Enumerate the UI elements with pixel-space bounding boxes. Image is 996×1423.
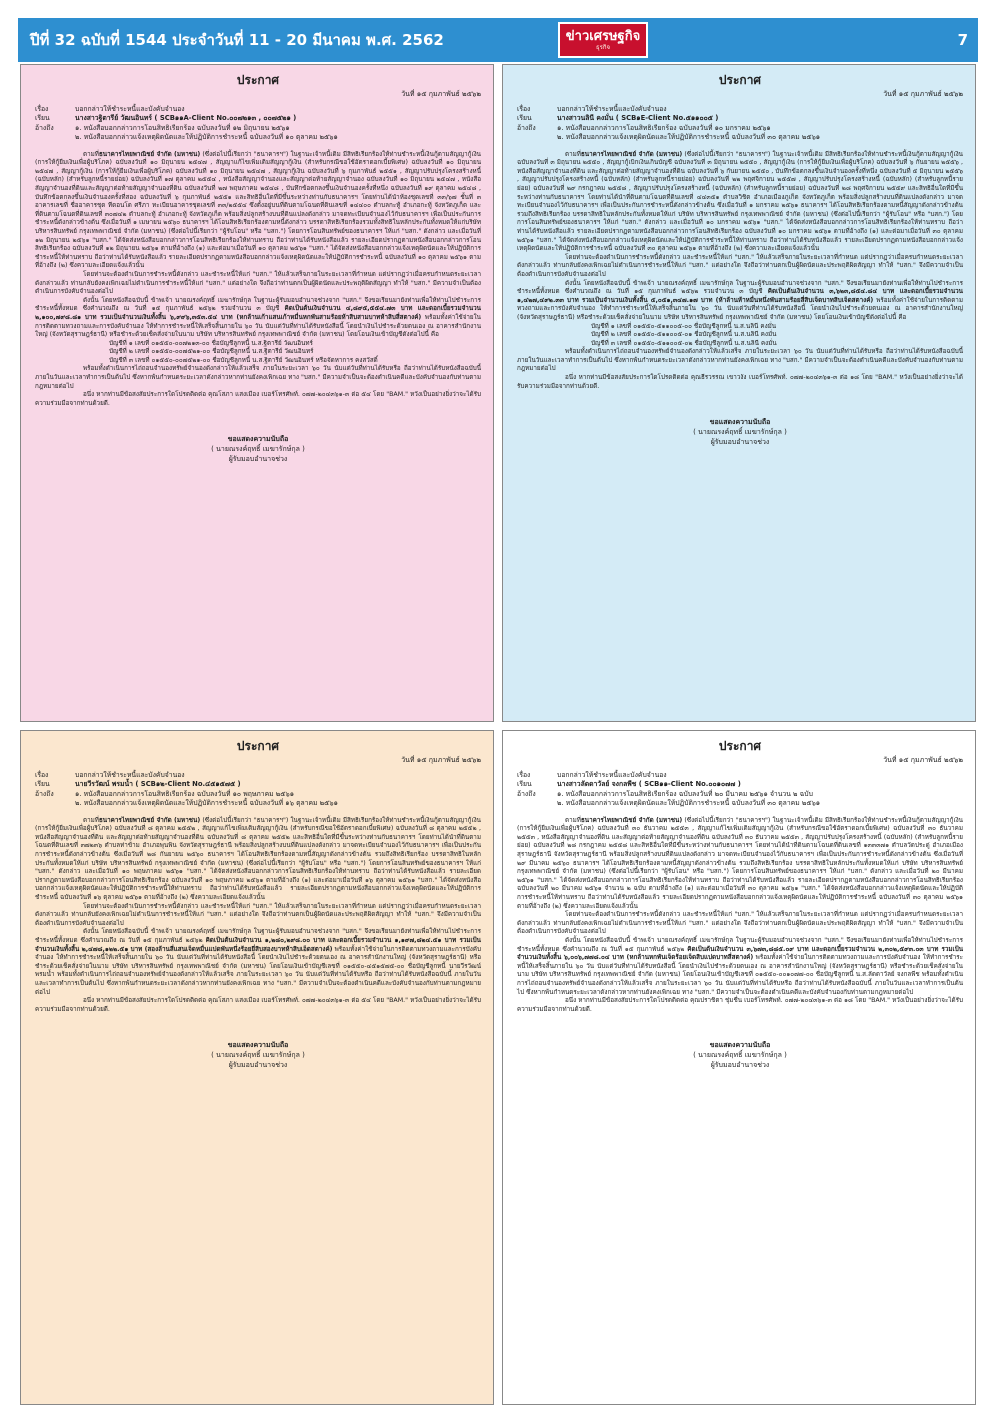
closing-text: ขอแสดงความนับถือ [227, 435, 289, 444]
recipient-label: เรียน [35, 114, 50, 123]
signer-role: ผู้รับมอบอำนาจช่วง [228, 455, 288, 464]
subject-row [35, 771, 481, 780]
reference-row [35, 124, 481, 133]
reference-label: อ้างถึง [517, 123, 536, 132]
account-line: บัญชีที่ ๑ เลขที่ ๐๑๕๕๐-๐๐๗๒๑๓-๐๐ ชื่อบัญชีลูกหนี้ น.ส.ฐิตารีย์ วัฒนอินทร์ [109, 339, 313, 347]
recipient-label: เรียน [35, 780, 50, 789]
body-paragraph-4: พร้อมทั้งดำเนินการไถ่ถอนจำนองทรัพย์จำนองดังกล่าวให้แล้วเสร็จ ภายในระยะเวลา ๖๐ วัน นับแต่วันที่ท่านได้รับหรือ ถือว่าท่านได้รับหนังสือฉบับนี้ ภายในวันและเวลาทำการเป็นต้นไป ซึ่งหากพ้นกำหนดระยะเวลาดังกล่าวหากท่านยังคงเพิกเฉย ทาง "บสก." มีความจำเป็นจะต้องดำเนินคดีและบังคับจำนองกับท่านตามกฎหมายต่อไป [517, 348, 963, 373]
reference-2: ๒. หนังสือบอกกล่าวแจ้งเหตุผิดนัดและให้ปฏิบัติการชำระหนี้ ฉบับลงวันที่ ๓๐ ตุลาคม ๒๕๖๑ [557, 799, 821, 808]
body-paragraph-2: โดยท่านจะต้องดำเนินการชำระหนี้ดังกล่าว และชำระหนี้ให้แก่ "บสก." ให้แล้วเสร็จภายในระยะเวลาที่กำหนด แต่ปรากฏว่าเมื่อครบกำหนดระยะเวลาดังกล่าวแล้ว ท่านกลับยังคงเพิกเฉยไม่ดำเนินการชำระหนี้ให้แก่ "บสก." แต่อย่างใด จึงถือว่าท่านตกเป็นผู้ผิดนัดและประพฤติผิดสัญญา ทำให้ "บสก." มีความจำเป็นต้องดำเนินการบังคับจำนองต่อไป [35, 270, 481, 296]
subject-text: บอกกล่าวให้ชำระหนี้และบังคับจำนอง [557, 771, 667, 779]
signer-name: ( นายณรงค์ฤทธิ์ เมฆารักษ์กุล ) [211, 1051, 305, 1060]
signature-block [517, 417, 963, 447]
logo-subtext: ธุรกิจ [595, 43, 611, 51]
reference-1: ๑. หนังสือบอกกล่าวการโอนสิทธิเรียกร้อง ฉบับลงวันที่ ๑๒ มิถุนายน ๒๕๖๑ [75, 123, 290, 132]
recipient-text: นางสาวนลินี คงมั่น ( SCB๑E-Client No.๕๑๑๐๐๕ ) [557, 114, 719, 123]
recipient-row [517, 780, 963, 789]
notice-2 [502, 64, 976, 722]
body-paragraph-3: ดังนั้น โดยหนังสือฉบับนี้ ข้าพเจ้า นายณรงค์ฤทธิ์ เมฆารักษ์กุล ในฐานะผู้รับมอบอำนาจช่วงจาก "บสก." จึงขอเรียนมายังท่านเพื่อให้ท่านไปชำระการชำระหนี้ทั้งหมด ซึ่งคำนวณถึง ณ วันที่ ๑๕ กุมภาพันธ์ ๒๕๖๒ คิดเป็นต้นเงินจำนวน ๑,๒๘๐,๒๙๘.๐๐ บาท และดอกเบี้ยรวมจำนวน ๑,๑๙๗,๘๒๔.๕๑ บาท รวมเป็นจำนวนเงินทั้งสิ้น ๒,๔๗๘,๑๒๒.๕๑ บาท (สองล้านสี่แสนเจ็ดหมื่นแปดพันหนึ่งร้อยยี่สิบสองบาทห้าสิบเอ็ดสตางค์) พร้อมทั้งค่าใช้จ่ายในการติดตามทวงถามและการบังคับจำนอง ให้ทำการชำระหนี้ให้เสร็จสิ้นภายใน ๖๐ วัน นับแต่วันที่ท่านได้รับหนังสือนี้ โดยนำเงินไปชำระด้วยตนเอง ณ อาคารสำนักงานใหญ่ (จังหวัดสุราษฎร์ธานี) หรือชำระด้วยเช็คสั่งจ่ายในนาม บริษัท บริหารสินทรัพย์ กรุงเทพพาณิชย์ จำกัด (มหาชน) โดยโอนเงินเข้าบัญชีเลขที่ ๐๑๕๕๐-๔๕๑๕๗๕-๐๐ ชื่อบัญชีลูกหนี้ นายวีรวัฒน์ พรมน้ำ พร้อมทั้งดำเนินการไถ่ถอนจำนองทรัพย์จำนองดังกล่าวให้แล้วเสร็จ ภายในระยะเวลา ๖๐ วัน นับแต่วันที่ท่านได้รับหรือ ถือว่าท่านได้รับหนังสือฉบับนี้ ภายในวันและเวลาทำการเป็นต้นไป ซึ่งหากพ้นกำหนดระยะเวลาดังกล่าวหากท่านยังคงเพิกเฉย ทาง "บสก." มีความจำเป็นจะต้องดำเนินคดีและบังคับจำนองกับท่านตามกฎหมายต่อไป [35, 928, 481, 996]
issue-info: ปีที่ 32 ฉบับที่ 1544 ประจำวันที่ 11 - 20 มีนาคม พ.ศ. 2562 [30, 31, 444, 49]
recipient-row [35, 114, 481, 123]
recipient-label: เรียน [517, 114, 532, 123]
subject-text: บอกกล่าวให้ชำระหนี้และบังคับจำนอง [75, 105, 185, 113]
reference-2: ๒. หนังสือบอกกล่าวแจ้งเหตุผิดนัดและให้ปฏิบัติการชำระหนี้ ฉบับลงวันที่ ๑๖ ตุลาคม ๒๕๖๑ [75, 799, 338, 808]
signature-block [35, 1040, 481, 1070]
subject-label: เรื่อง [517, 105, 531, 113]
signer-role: ผู้รับมอบอำนาจช่วง [228, 1061, 288, 1070]
recipient-text: นางสาวลัดดาวัลย์ จงกลพีช ( SCB๑๑-Client No.๐๐๑๐๗๗ ) [557, 780, 741, 789]
body-paragraph-3: ดังนั้น โดยหนังสือฉบับนี้ ข้าพเจ้า นายณรงค์ฤทธิ์ เมฆารักษ์กุล ในฐานะผู้รับมอบอำนาจช่วงจาก "บสก." จึงขอเรียนมายังท่านเพื่อให้ท่านไปชำระการชำระหนี้ทั้งหมด ซึ่งคำนวณถึง ณ วันที่ ๑๕ กุมภาพันธ์ ๒๕๖๒ คิดเป็นต้นเงินจำนวน ๓,๖๗๓,๘๘๕.๐๙ บาท และดอกเบี้ยรวมจำนวน ๒,๓๐๒,๕๙๓.๐๓ บาท รวมเป็นจำนวนเงินทั้งสิ้น ๖,๐๐๖,๗๗๘.๐๔ บาท (หกล้านหกพันเจ็ดร้อยเจ็ดสิบแปดบาทสี่สตางค์) พร้อมทั้งค่าใช้จ่ายในการติดตามทวงถามและการบังคับจำนอง ให้ทำการชำระหนี้ให้เสร็จสิ้นภายใน ๖๐ วัน นับแต่วันที่ท่านได้รับหนังสือนี้ โดยนำเงินไปชำระด้วยตนเอง ณ อาคารสำนักงานใหญ่ (จังหวัดสุราษฎร์ธานี) หรือชำระด้วยเช็คสั่งจ่ายในนาม บริษัท บริหารสินทรัพย์ กรุงเทพพาณิชย์ จำกัด (มหาชน) โดยโอนเงินเข้าบัญชีเลขที่ ๐๑๕๕๐-๐๐๑๐๗๗-๐๐ ชื่อบัญชีลูกหนี้ น.ส.ลัดดาวัลย์ จงกลพีช พร้อมทั้งดำเนินการไถ่ถอนจำนองทรัพย์จำนองดังกล่าวให้แล้วเสร็จ ภายในระยะเวลา ๖๐ วัน นับแต่วันที่ท่านได้รับหรือ ถือว่าท่านได้รับหนังสือฉบับนี้ ภายในวันและเวลาทำการเป็นต้นไป ซึ่งหากพ้นกำหนดระยะเวลาดังกล่าวหากท่านยังคงเพิกเฉย ทาง "บสก." มีความจำเป็นจะต้องดำเนินคดีและบังคับจำนองกับท่านตามกฎหมายต่อไป [517, 936, 963, 996]
notice-title: ประกาศ [236, 739, 280, 753]
body-paragraph-5: อนึ่ง หากท่านมีข้อสงสัยประการใดโปรดติดต่อ คุณธีรวรรณ เขาวงัง เบอร์โทรศัพท์. ๐๗๗-๒๐๔๓๖๑-๓ ต่อ ๑๘ โดย "BAM." หวังเป็นอย่างยิ่งว่าจะได้รับความร่วมมือจากท่านด้วยดี. [517, 374, 963, 390]
signature-block [517, 1040, 963, 1070]
reference-1: ๑. หนังสือบอกกล่าวการโอนสิทธิเรียกร้อง ฉบับลงวันที่ ๑๐ มกราคม ๒๕๖๑ [557, 123, 771, 132]
signer-role: ผู้รับมอบอำนาจช่วง [710, 438, 770, 447]
reference-row-2 [35, 133, 481, 142]
notice-title: ประกาศ [718, 739, 762, 753]
subject-text: บอกกล่าวให้ชำระหนี้และบังคับจำนอง [557, 105, 667, 113]
subject-label: เรื่อง [517, 771, 531, 779]
reference-label: อ้างถึง [35, 123, 54, 132]
recipient-text: นางสาวฐิตารีย์ วัฒนอินทร์ ( SCB๑๑A-Client No.๐๐๗๒๑๓ , ๐๐๗๕๒๑ ) [75, 114, 297, 123]
body-paragraph-4: พร้อมทั้งดำเนินการไถ่ถอนจำนองทรัพย์จำนองดังกล่าวให้แล้วเสร็จ ภายในระยะเวลา ๖๐ วัน นับแต่วันที่ท่านได้รับหรือ ถือว่าท่านได้รับหนังสือฉบับนี้ ภายในวันและเวลาทำการเป็นต้นไป ซึ่งหากพ้นกำหนดระยะเวลาดังกล่าวหากท่านยังคงเพิกเฉย ทาง "บสก." มีความจำเป็นจะต้องดำเนินคดีและบังคับจำนองกับท่านตามกฎหมายต่อไป [35, 365, 481, 390]
signer-name: ( นายณรงค์ฤทธิ์ เมฆารักษ์กุล ) [211, 445, 305, 454]
account-line: บัญชีที่ ๓ เลขที่ ๐๑๕๕๐-๕๑๑๐๐๕-๐๒ ชื่อบัญชีลูกหนี้ น.ส.นลินี คงมั่น [591, 339, 777, 347]
recipient-label: เรียน [517, 780, 532, 789]
notice-date: วันที่ ๑๕ กุมภาพันธ์ ๒๕๖๒ [401, 90, 481, 98]
subject-row [517, 105, 963, 114]
body-paragraph-1: ตามที่ธนาคารไทยพาณิชย์ จำกัด (มหาชน) (ซึ่งต่อไปนี้เรียกว่า "ธนาคารฯ") ในฐานะเจ้าหนี้เดิม มีสิทธิเรียกร้องให้ท่านชำระหนี้เงินกู้ตามสัญญากู้เงิน ฉบับลงวันที่ ๓ มิถุนายน ๒๕๕๐ , สัญญากู้เบิกเงินเกินบัญชี ฉบับลงวันที่ ๓ มิถุนายน ๒๕๕๐ , สัญญากู้เงิน (การให้กู้ยืมเงินเพื่อผู้บริโภค) ฉบับลงวันที่ ๖ กันยายน ๒๕๕๖ , หนังสือสัญญาจำนองที่ดิน และสัญญาต่อท้ายสัญญาจำนองที่ดิน ฉบับลงวันที่ ๖ กันยายน ๒๕๕๐ , บันทึกข้อตกลงขึ้นเงินจำนองครั้งที่หนึ่ง ฉบับลงวันที่ ๕ มิถุนายน ๒๕๕๖ , สัญญาปรับปรุงโครงสร้างหนี้ (ฉบับหลัก) (สำหรับลูกหนี้รายย่อย) ฉบับลงวันที่ ๒๒ พฤศจิกายน ๒๕๕๗ , สัญญาปรับปรุงโครงสร้างหนี้ (ฉบับหลัก) (สำหรับลูกหนี้รายย่อย) ฉบับลงวันที่ ๒๙ กรกฎาคม ๒๕๕๘ , สัญญาปรับปรุงโครงสร้างหนี้ (ฉบับหลัก) (สำหรับลูกหนี้รายย่อย) ฉบับลงวันที่ ๒๘ พฤศจิกายน ๒๕๕๙ และสิทธิอื่นใดที่มีขึ้นระหว่างท่านกับธนาคารฯ โดยท่านได้นำที่ดินตามโฉนดที่ดินเลขที่ ๔๔๓๕๑ ตำบลวิชิต อำเภอเมืองภูเก็ต จังหวัดภูเก็ต พร้อมสิ่งปลูกสร้างบนที่ดินแปลงดังกล่าว มาจดทะเบียนจำนองไว้กับธนาคารฯ เพื่อเป็นประกันการชำระหนี้ดังกล่าวข้างต้น ซึ่งเมื่อวันที่ ๑ มกราคม ๒๕๖๑ ธนาคารฯ ได้โอนสิทธิเรียกร้องตามหนี้สัญญาดังกล่าวข้างต้น รวมถึงสิทธิเรียกร้อง บรรดาสิทธิในหลักประกันทั้งหมดให้แก่ บริษัท บริหารสินทรัพย์ กรุงเทพพาณิชย์ จำกัด (มหาชน) (ซึ่งต่อไปนี้เรียกว่า "ผู้รับโอน" หรือ "บสก.") โดยการโอนสินทรัพย์ของธนาคารฯ ให้แก่ "บสก." ดังกล่าว และเมื่อวันที่ ๑๐ มกราคม ๒๕๖๑ "บสก." ได้จัดส่งหนังสือบอกกล่าวการโอนสิทธิเรียกร้องให้ท่านทราบ ถือว่าท่านได้รับหนังสือแล้ว รายละเอียดปรากฏตามหนังสือบอกกล่าวการโอนสิทธิเรียกร้อง ฉบับลงวันที่ ๑๐ มกราคม ๒๕๖๑ ตามที่อ้างถึง (๑) และต่อมาเมื่อวันที่ ๓๐ ตุลาคม ๒๕๖๑ "บสก." ได้จัดส่งหนังสือบอกกล่าวแจ้งเหตุผิดนัดและให้ปฏิบัติการชำระหนี้ให้ท่านทราบ ถือว่าท่านได้รับหนังสือแล้ว รายละเอียดปรากฏตามหนังสือบอกกล่าวแจ้งเหตุผิดนัดและให้ปฏิบัติการชำระหนี้ ฉบับลงวันที่ ๓๐ ตุลาคม ๒๕๖๑ ตามที่อ้างถึง (๒) ซึ่งความละเอียดแจ้งแล้วนั้น [517, 150, 963, 253]
notice-title: ประกาศ [236, 73, 280, 87]
body-paragraph-2: โดยท่านจะต้องดำเนินการชำระหนี้ดังกล่าว และชำระหนี้ให้แก่ "บสก." ให้แล้วเสร็จภายในระยะเวลาที่กำหนด แต่ปรากฏว่าเมื่อครบกำหนดระยะเวลาดังกล่าวแล้ว ท่านกลับยังคงเพิกเฉยไม่ดำเนินการชำระหนี้ให้แก่ "บสก." แต่อย่างใด จึงถือว่าท่านตกเป็นผู้ผิดนัดและประพฤติผิดสัญญา ทำให้ "บสก." จึงมีความจำเป็นต้องดำเนินการบังคับจำนองต่อไป [517, 911, 963, 936]
body-paragraph-1: ตามที่ธนาคารไทยพาณิชย์ จำกัด (มหาชน) (ซึ่งต่อไปนี้เรียกว่า "ธนาคารฯ") ในฐานะเจ้าหนี้เดิม มีสิทธิเรียกร้องให้ท่านชำระหนี้เงินกู้ตามสัญญากู้เงิน (การให้กู้ยืมเงินเพื่อผู้บริโภค) ฉบับลงวันที่ ๑๐ มิถุนายน ๒๕๔๗ , สัญญาแก้ไขเพิ่มเติมสัญญากู้เงิน (สำหรับกรณีขอใช้อัตราดอกเบี้ยพิเศษ) ฉบับลงวันที่ ๑๐ มิถุนายน ๒๕๔๗ , สัญญากู้เงิน (การให้กู้ยืมเงินเพื่อผู้บริโภค) ฉบับลงวันที่ ๑๐ มิถุนายน ๒๕๔๗ , สัญญากู้เงิน ฉบับลงวันที่ ๖ กุมภาพันธ์ ๒๕๕๑ , สัญญาปรับปรุงโครงสร้างหนี้ (ฉบับหลัก) (สำหรับลูกหนี้รายย่อย) ฉบับลงวันที่ ๑๗ ตุลาคม ๒๕๕๔ , หนังสือสัญญาจำนองและสัญญาต่อท้ายสัญญาจำนอง ฉบับลงวันที่ ๑๐ มิถุนายน ๒๕๔๗ , หนังสือสัญญาจำนองที่ดินและสัญญาต่อท้ายสัญญาจำนองที่ดิน ฉบับลงวันที่ ๒๗ พฤษภาคม ๒๕๔๘ , บันทึกข้อตกลงขึ้นเงินจำนองครั้งที่หนึ่ง ฉบับลงวันที่ ๑๙ ตุลาคม ๒๕๔๘ , บันทึกข้อตกลงขึ้นเงินจำนองครั้งที่สอง ฉบับลงวันที่ ๖ กุมภาพันธ์ ๒๕๕๑ และสิทธิอื่นใดที่มีขึ้นระหว่างท่านกับธนาคารฯ โดยท่านได้นำห้องชุดเลขที่ ๓๓/๖๗ ชั้นที่ ๓ อาคารเลขที่ ชื่ออาคารชุด ทีดอนโด ศรีภา ทะเบียนอาคารชุดเลขที่ ๓๓/๒๕๕๔ ซึ่งตั้งอยู่บนที่ดินตามโฉนดที่ดินเลขที่ ๑๔๔๐๐ ตำบลกะทู้ อำเภอกะทู้ จังหวัดภูเก็ต และที่ดินตามโฉนดที่ดินเลขที่ ๓๐๗๔๒ ตำบลกะทู้ อำเภอกะทู้ จังหวัดภูเก็ต พร้อมสิ่งปลูกสร้างบนที่ดินแปลงดังกล่าว มาจดทะเบียนจำนองไว้กับธนาคารฯ เพื่อเป็นประกันการชำระหนี้ดังกล่าวข้างต้น ซึ่งเมื่อวันที่ ๑ เมษายน ๒๕๖๐ ธนาคารฯ ได้โอนสิทธิเรียกร้องตามหนี้ดังกล่าว บรรดาสิทธิเรียกร้องรวมทั้งสิทธิในหลักประกันทั้งหมดให้แก่บริษัท บริหารสินทรัพย์ กรุงเทพพาณิชย์ จำกัด (มหาชน) (ซึ่งต่อไปนี้เรียกว่า "ผู้รับโอน" หรือ "บสก.") โดยการโอนสินทรัพย์ของธนาคารฯ ให้แก่ "บสก." ดังกล่าว และเมื่อวันที่ ๑๒ มิถุนายน ๒๕๖๑ "บสก." ได้จัดส่งหนังสือบอกกล่าวการโอนสิทธิเรียกร้องให้ท่านทราบ ถือว่าท่านได้รับหนังสือแล้ว รายละเอียดปรากฏตามหนังสือบอกกล่าวการโอนสิทธิเรียกร้อง ฉบับลงวันที่ ๑๒ มิถุนายน ๒๕๖๑ ตามที่อ้างถึง (๑) และต่อมาเมื่อวันที่ ๑๐ ตุลาคม ๒๕๖๑ "บสก." ได้จัดส่งหนังสือบอกกล่าวแจ้งเหตุผิดนัดและให้ปฏิบัติการชำระหนี้ให้ท่านทราบ ถือว่าท่านได้รับหนังสือแล้ว รายละเอียดปรากฏตามหนังสือบอกกล่าวแจ้งเหตุผิดนัดและให้ปฏิบัติการชำระหนี้ ฉบับลงวันที่ ๑๐ ตุลาคม ๒๕๖๑ ตามที่อ้างถึง (๒) ซึ่งความละเอียดแจ้งแล้วนั้น [35, 150, 481, 270]
notice-3 [20, 730, 494, 1405]
notice-4 [502, 730, 976, 1405]
account-line: บัญชีที่ ๑ เลขที่ ๐๑๕๕๐-๕๑๑๐๐๕-๐๐ ชื่อบัญชีลูกหนี้ น.ส.นลินี คงมั่น [591, 322, 777, 330]
signer-name: ( นายณรงค์ฤทธิ์ เมฆารักษ์กุล ) [693, 428, 787, 437]
body-paragraph-3: ดังนั้น โดยหนังสือฉบับนี้ ข้าพเจ้า นายณรงค์ฤทธิ์ เมฆารักษ์กุล ในฐานะผู้รับมอบอำนาจช่วงจาก "บสก." จึงขอเรียนมายังท่านเพื่อให้ท่านไปชำระการชำระหนี้ทั้งหมด ซึ่งคำนวณถึง ณ วันที่ ๑๕ กุมภาพันธ์ ๒๕๖๒ รวมจำนวน ๓ บัญชี คิดเป็นต้นเงินจำนวน ๔,๘๙๕,๕๕๔.๗๓ บาท และดอกเบี้ยรวมจำนวน ๒,๑๐๐,๗๙๘.๘๑ บาท รวมเป็นจำนวนเงินทั้งสิ้น ๖,๙๙๖,๓๕๓.๕๔ บาท (หกล้านเก้าแสนเก้าหมื่นหกพันสามร้อยห้าสิบสามบาทห้าสิบสี่สตางค์) พร้อมทั้งค่าใช้จ่ายในการติดตามทวงถามและการบังคับจำนอง ให้ทำการชำระหนี้ให้เสร็จสิ้นภายใน ๖๐ วัน นับแต่วันที่ท่านได้รับหนังสือนี้ โดยนำเงินไปชำระด้วยตนเอง ณ อาคารสำนักงานใหญ่ (จังหวัดสุราษฎร์ธานี) หรือชำระด้วยเช็คสั่งจ่ายในนาม บริษัท บริหารสินทรัพย์ กรุงเทพพาณิชย์ จำกัด (มหาชน) โดยโอนเงินเข้าบัญชีดังต่อไปนี้ คือ [35, 296, 481, 339]
body-paragraph-1: ตามที่ธนาคารไทยพาณิชย์ จำกัด (มหาชน) (ซึ่งต่อไปนี้เรียกว่า "ธนาคารฯ") ในฐานะเจ้าหนี้เดิม มีสิทธิเรียกร้องให้ท่านชำระหนี้เงินกู้ตามสัญญากู้เงิน (การให้กู้ยืมเงินเพื่อผู้บริโภค) ฉบับลงวันที่ ๓๐ ธันวาคม ๒๕๕๓ , สัญญาแก้ไขเพิ่มเติมสัญญากู้เงิน (สำหรับกรณีขอใช้อัตราดอกเบี้ยพิเศษ) ฉบับลงวันที่ ๓๐ ธันวาคม ๒๕๕๓ , หนังสือสัญญาจำนองที่ดิน และสัญญาต่อท้ายสัญญาจำนองที่ดิน ฉบับลงวันที่ ๓๐ ธันวาคม ๒๕๕๓ , สัญญาปรับปรุงโครงสร้างหนี้ (ฉบับหลัก) (สำหรับลูกหนี้รายย่อย) ฉบับลงวันที่ ๒๘ กรกฎาคม ๒๕๕๘ และสิทธิอื่นใดที่มีขึ้นระหว่างท่านกับธนาคารฯ โดยท่านได้นำที่ดินตามโฉนดที่ดินเลขที่ ๑๓๓๓๗๑ ตำบลวัดประดู่ อำเภอเมืองสุราษฎร์ธานี จังหวัดสุราษฎร์ธานี พร้อมสิ่งปลูกสร้างบนที่ดินแปลงดังกล่าว มาจดทะเบียนจำนองไว้กับธนาคารฯ เพื่อเป็นประกันการชำระหนี้ดังกล่าวข้างต้น ซึ่งเมื่อวันที่ ๒๙ มีนาคม ๒๕๖๐ ธนาคารฯ ได้โอนสิทธิเรียกร้องตามหนี้สัญญาดังกล่าวข้างต้น รวมถึงสิทธิเรียกร้อง บรรดาสิทธิในหลักประกันทั้งหมดให้แก่ บริษัท บริหารสินทรัพย์ กรุงเทพพาณิชย์ จำกัด (มหาชน) (ซึ่งต่อไปนี้เรียกว่า "ผู้รับโอน" หรือ "บสก.") โดยการโอนสินทรัพย์ของธนาคารฯ ให้แก่ "บสก." ดังกล่าว และเมื่อวันที่ ๒๐ มีนาคม ๒๕๖๑ "บสก." ได้จัดส่งหนังสือบอกกล่าวการโอนสิทธิเรียกร้องให้ท่านทราบ ถือว่าท่านได้รับหนังสือแล้ว รายละเอียดปรากฏตามหนังสือบอกกล่าวการโอนสิทธิเรียกร้อง ฉบับลงวันที่ ๒๐ มีนาคม ๒๕๖๑ จำนวน ๒ ฉบับ ตามที่อ้างถึง (๑) และต่อมาเมื่อวันที่ ๓๐ ตุลาคม ๒๕๖๑ "บสก." ได้จัดส่งหนังสือบอกกล่าวแจ้งเหตุผิดนัดและให้ปฏิบัติการชำระหนี้ให้ท่านทราบ ถือว่าท่านได้รับหนังสือแล้ว รายละเอียดปรากฏตามหนังสือบอกกล่าวแจ้งเหตุผิดนัดและให้ปฏิบัติการชำระหนี้ ฉบับลงวันที่ ๓๐ ตุลาคม ๒๕๖๑ ตามที่อ้างถึง (๒) ซึ่งความละเอียดแจ้งแล้วนั้น [517, 816, 963, 910]
notice-date: วันที่ ๑๕ กุมภาพันธ์ ๒๕๖๒ [883, 90, 963, 98]
recipient-row [35, 780, 481, 789]
recipient-row [517, 114, 963, 123]
reference-row-2 [517, 799, 963, 808]
reference-label: อ้างถึง [517, 789, 536, 798]
reference-row-2 [517, 133, 963, 142]
subject-row [517, 771, 963, 780]
body-paragraph-2: โดยท่านจะต้องดำเนินการชำระหนี้ดังกล่าว และชำระหนี้ให้แก่ "บสก." ให้แล้วเสร็จภายในระยะเวลาที่กำหนด แต่ปรากฏว่าเมื่อครบกำหนดระยะเวลาดังกล่าวแล้ว ท่านกลับยังคงเพิกเฉยไม่ดำเนินการชำระหนี้ให้แก่ "บสก." แต่อย่างใด จึงถือว่าท่านตกเป็นผู้ผิดนัดและประพฤติผิดสัญญา ทำให้ "บสก." จึงมีความจำเป็นต้องดำเนินการบังคับจำนองต่อไป [517, 253, 963, 278]
body-paragraph-2: โดยท่านจะต้องดำเนินการชำระหนี้ดังกล่าว และชำระหนี้ให้แก่ "บสก." ให้แล้วเสร็จภายในระยะเวลาที่กำหนด แต่ปรากฏว่าเมื่อครบกำหนดระยะเวลาดังกล่าวแล้ว ท่านกลับยังคงเพิกเฉยไม่ดำเนินการชำระหนี้ให้แก่ "บสก." แต่อย่างใด จึงถือว่าท่านตกเป็นผู้ผิดนัดและประพฤติผิดสัญญา ทำให้ "บสก." จึงมีความจำเป็นต้องดำเนินการบังคับจำนองต่อไป [35, 902, 481, 927]
notice-title: ประกาศ [718, 73, 762, 87]
body-paragraph-3: ดังนั้น โดยหนังสือฉบับนี้ ข้าพเจ้า นายณรงค์ฤทธิ์ เมฆารักษ์กุล ในฐานะผู้รับมอบอำนาจช่วงจาก "บสก." จึงขอเรียนมายังท่านเพื่อให้ท่านไปชำระการชำระหนี้ทั้งหมด ซึ่งคำนวณถึง ณ วันที่ ๑๕ กุมภาพันธ์ ๒๕๖๒ รวมจำนวน ๓ บัญชี คิดเป็นต้นเงินจำนวน ๓,๖๒๓,๘๕๔.๘๔ บาท และดอกเบี้ยรวมจำนวน ๑,๔๒๗,๔๙๒.๓๓ บาท รวมเป็นจำนวนเงินทั้งสิ้น ๕,๐๕๑,๓๔๗.๑๗ บาท (ห้าล้านห้าหมื่นหนึ่งพันสามร้อยสี่สิบเจ็ดบาทสิบเจ็ดสตางค์) พร้อมทั้งค่าใช้จ่ายในการติดตามทวงถามและการบังคับจำนอง ให้ทำการชำระหนี้ให้เสร็จสิ้นภายใน ๖๐ วัน นับแต่วันที่ท่านได้รับหนังสือนี้ โดยนำเงินไปชำระด้วยตนเอง ณ อาคารสำนักงานใหญ่ (จังหวัดสุราษฎร์ธานี) หรือชำระด้วยเช็คสั่งจ่ายในนาม บริษัท บริหารสินทรัพย์ กรุงเทพพาณิชย์ จำกัด (มหาชน) โดยโอนเงินเข้าบัญชีดังต่อไปนี้ คือ [517, 279, 963, 321]
reference-1: ๑. หนังสือบอกกล่าวการโอนสิทธิเรียกร้อง ฉบับลงวันที่ ๒๐ มีนาคม ๒๕๖๑ จำนวน ๒ ฉบับ [557, 789, 813, 798]
closing-text: ขอแสดงความนับถือ [227, 1041, 289, 1050]
reference-1: ๑. หนังสือบอกกล่าวการโอนสิทธิเรียกร้อง ฉบับลงวันที่ ๑๐ พฤษภาคม ๒๕๖๑ [75, 789, 295, 798]
body-paragraph-1: ตามที่ธนาคารไทยพาณิชย์ จำกัด (มหาชน) (ซึ่งต่อไปนี้เรียกว่า "ธนาคารฯ") ในฐานะเจ้าหนี้เดิม มีสิทธิเรียกร้องให้ท่านชำระหนี้เงินกู้ตามสัญญากู้เงิน (การให้กู้ยืมเงินเพื่อผู้บริโภค) ฉบับลงวันที่ ๘ ตุลาคม ๒๕๕๒ , สัญญาแก้ไขเพิ่มเติมสัญญากู้เงิน (สำหรับกรณีขอใช้อัตราดอกเบี้ยพิเศษ) ฉบับลงวันที่ ๘ ตุลาคม ๒๕๕๒ , หนังสือสัญญาจำนองที่ดิน และสัญญาต่อท้ายสัญญาจำนองที่ดิน ฉบับลงวันที่ ๘ ตุลาคม ๒๕๕๒ และสิทธิอื่นใดที่มีขึ้นระหว่างท่านกับธนาคารฯ โดยท่านได้นำที่ดินตามโฉนดที่ดินเลขที่ ๓๗๒๓๖ ตำบลท่าข้าม อำเภอพุนพิน จังหวัดสุราษฎร์ธานี พร้อมสิ่งปลูกสร้างบนที่ดินแปลงดังกล่าว มาจดทะเบียนจำนองไว้กับธนาคารฯ เพื่อเป็นประกันการชำระหนี้ดังกล่าวข้างต้น ซึ่งเมื่อวันที่ ๒๘ กันยายน ๒๕๖๐ ธนาคารฯ ได้โอนสิทธิเรียกร้องตามหนี้สัญญาดังกล่าวข้างต้น รวมถึงสิทธิเรียกร้อง บรรดาสิทธิในหลักประกันทั้งหมดให้แก่ บริษัท บริหารสินทรัพย์ กรุงเทพพาณิชย์ จำกัด (มหาชน) (ซึ่งต่อไปนี้เรียกว่า "ผู้รับโอน" หรือ "บสก.") โดยการโอนสินทรัพย์ของธนาคารฯ ให้แก่ "บสก." ดังกล่าว และเมื่อวันที่ ๑๐ พฤษภาคม ๒๕๖๑ "บสก." ได้จัดส่งหนังสือบอกกล่าวการโอนสิทธิเรียกร้องให้ท่านทราบ ถือว่าท่านได้รับหนังสือแล้ว รายละเอียดปรากฏตามหนังสือบอกกล่าวการโอนสิทธิเรียกร้อง ฉบับลงวันที่ ๑๐ พฤษภาคม ๒๕๖๑ ตามที่อ้างถึง (๑) และต่อมาเมื่อวันที่ ๑๖ ตุลาคม ๒๕๖๑ "บสก." ได้จัดส่งหนังสือบอกกล่าวแจ้งเหตุผิดนัดและให้ปฏิบัติการชำระหนี้ให้ท่านทราบ ถือว่าท่านได้รับหนังสือแล้ว รายละเอียดปรากฏตามหนังสือบอกกล่าวแจ้งเหตุผิดนัดและให้ปฏิบัติการชำระหนี้ ฉบับลงวันที่ ๑๖ ตุลาคม ๒๕๖๑ ตามที่อ้างถึง (๒) ซึ่งความละเอียดแจ้งแล้วนั้น [35, 816, 481, 901]
subject-text: บอกกล่าวให้ชำระหนี้และบังคับจำนอง [75, 771, 185, 779]
masthead-bar [18, 18, 978, 62]
reference-row [35, 790, 481, 799]
page-number: 7 [957, 31, 968, 49]
notice-date: วันที่ ๑๕ กุมภาพันธ์ ๒๕๖๒ [401, 756, 481, 764]
account-line: บัญชีที่ ๒ เลขที่ ๐๑๕๕๐-๐๐๗๕๒๑-๐๐ ชื่อบัญชีลูกหนี้ น.ส.ฐิตารีย์ วัฒนอินทร์ [109, 348, 314, 356]
account-line: บัญชีที่ ๓ เลขที่ ๐๑๕๕๐-๐๐๗๕๒๑-๐๐ ชื่อบัญชีลูกหนี้ น.ส.ฐิตารีย์ วัฒนอินทร์ หรือจัดหาการ คงสวัสดิ์ [109, 356, 378, 364]
reference-2: ๒. หนังสือบอกกล่าวแจ้งเหตุผิดนัดและให้ปฏิบัติการชำระหนี้ ฉบับลงวันที่ ๑๐ ตุลาคม ๒๕๖๑ [75, 133, 338, 142]
notice-date: วันที่ ๑๕ กุมภาพันธ์ ๒๕๖๒ [883, 756, 963, 764]
closing-text: ขอแสดงความนับถือ [709, 1041, 771, 1050]
subject-row [35, 105, 481, 114]
signer-name: ( นายณรงค์ฤทธิ์ เมฆารักษ์กุล ) [693, 1051, 787, 1060]
subject-label: เรื่อง [35, 105, 49, 113]
recipient-text: นายวีรวัฒน์ พรมน้ำ ( SCB๑๒-Client No.๔๕๑๕๗๕ ) [75, 780, 241, 789]
reference-label: อ้างถึง [35, 789, 54, 798]
newspaper-logo [558, 22, 648, 58]
reference-row [517, 124, 963, 133]
body-paragraph-5: อนึ่ง หากท่านมีข้อสงสัยประการใดโปรดติดต่อ คุณปราชิตา ชุ่มชื่น เบอร์โทรศัพท์. ๐๗๗-๒๐๔๓๖๑-๓ ต่อ ๑๘ โดย "BAM." หวังเป็นอย่างยิ่งว่าจะได้รับความร่วมมือจากท่านด้วยดี. [517, 997, 963, 1013]
subject-label: เรื่อง [35, 771, 49, 779]
body-paragraph-5: อนึ่ง หากท่านมีข้อสงสัยประการใดโปรดติดต่อ คุณโสภา แสงเมือง เบอร์โทรศัพท์. ๐๗๗-๒๐๔๓๖๑-๓ ต่อ ๕๔ โดย "BAM." หวังเป็นอย่างยิ่งว่าจะได้รับความร่วมมือจากท่านด้วยดี. [35, 997, 481, 1013]
account-line: บัญชีที่ ๒ เลขที่ ๐๑๕๕๐-๕๑๑๐๐๕-๐๑ ชื่อบัญชีลูกหนี้ น.ส.นลินี คงมั่น [591, 331, 777, 339]
reference-row [517, 790, 963, 799]
body-paragraph-5: อนึ่ง หากท่านมีข้อสงสัยประการใดโปรดติดต่อ คุณโสภา แสงเมือง เบอร์โทรศัพท์. ๐๗๗-๒๐๔๓๖๑-๓ ต่อ ๕๔ โดย "BAM." หวังเป็นอย่างยิ่งว่าจะได้รับความร่วมมือจากท่านด้วยดี. [35, 391, 481, 407]
reference-2: ๒. หนังสือบอกกล่าวแจ้งเหตุผิดนัดและให้ปฏิบัติการชำระหนี้ ฉบับลงวันที่ ๓๐ ตุลาคม ๒๕๖๑ [557, 133, 821, 142]
signer-role: ผู้รับมอบอำนาจช่วง [710, 1061, 770, 1070]
signature-block [35, 434, 481, 464]
notice-1 [20, 64, 494, 722]
logo-text: ข่าวเศรษฐกิจ [565, 28, 641, 44]
reference-row-2 [35, 799, 481, 808]
closing-text: ขอแสดงความนับถือ [709, 418, 771, 427]
